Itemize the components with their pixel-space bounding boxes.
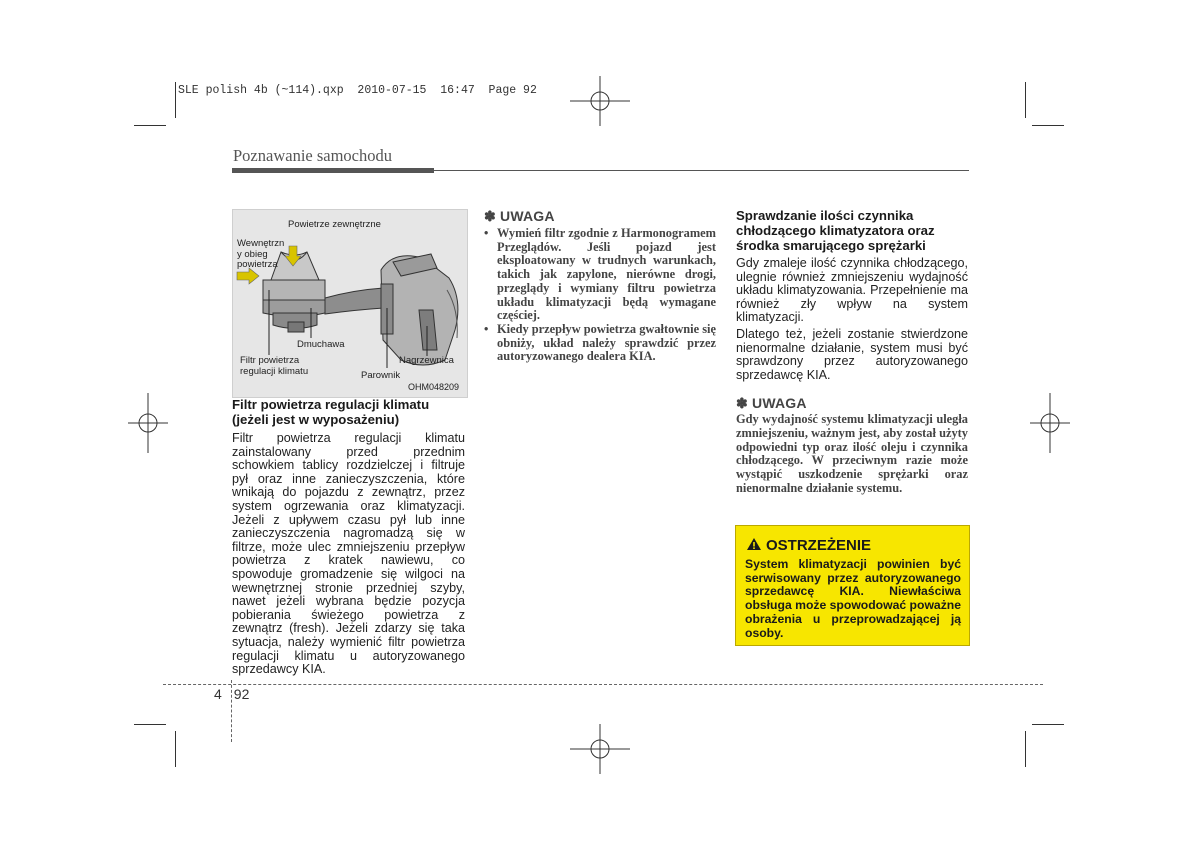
section-heading-refrigerant: Sprawdzanie ilości czynnika chłodzącego klimatyzatora oraz środka smarującego sprężarki: [736, 208, 935, 253]
note-bullet: • Wymień filtr zgodnie z Harmonogramem Przeglądów. Jeśli pojazd jest eksploatowany w trudnych warunkach, takich jak zapylone, nierówne drogi, przeglądy i wymiany filtru powietrza układu klimatyzacji będą wymagane częściej.: [484, 227, 716, 323]
filter-body-text: Filtr powietrza regulacji klimatu zainstalowany przed przednim schowkiem tablicy rozdzielczej i filtruje pył oraz inne zanieczyszczenia, które wnikają do pojazdu z zewnątrz, przez system ogrzewania oraz klimatyzacji. Jeżeli z upływem czasu pył lub inne zanieczyszczenia nagromadzą się w filtrze, może ulec zmniejszeniu przepływ powietrza z kratek nawiewu, co spowoduje gromadzenie się wilgoci na wewnętrznej stronie przedniej szyby, nawet jeżeli wybrana będzie pozycja pobierania świeżego powietrza z zewnątrz (fresh). Jeżeli zdarzy się taka sytuacja, należy wymienić filtr powietrza regulacji klimatu u autoryzowanego sprzedawcy KIA.: [232, 431, 465, 677]
label-filter: Filtr powietrza regulacji klimatu: [240, 355, 309, 377]
warning-triangle-icon: [746, 537, 762, 551]
air-filter-diagram: [232, 209, 468, 398]
note-body: [484, 227, 716, 364]
figure-code: OHM048209: [408, 382, 460, 392]
crop-mark: [1032, 125, 1064, 126]
page-number-value: 92: [233, 686, 250, 702]
left-column: [232, 397, 465, 677]
print-slug: SLE polish 4b (~114).qxp 2010-07-15 16:47 Page 92: [178, 84, 537, 97]
label-outside-air: Powietrze zewnętrzne: [288, 219, 381, 230]
note-title-uwaga: ✽ UWAGA: [484, 208, 555, 224]
header-rule-thin: [434, 170, 969, 171]
footer-dashed-rule: [163, 684, 1043, 685]
crop-mark: [1025, 82, 1026, 118]
warning-box: [735, 525, 970, 646]
refrigerant-para-2: Dlatego też, jeżeli zostanie stwierdzone nienormalne działanie, system musi być sprawdzony przez autoryzowanego sprzedawcę KIA.: [736, 326, 968, 382]
middle-column: [484, 208, 716, 364]
crop-mark: [175, 731, 176, 767]
label-heater: Nagrzewnica: [399, 355, 454, 366]
crop-mark: [134, 125, 166, 126]
refrigerant-para-1: Gdy zmaleje ilość czynnika chłodzącego, ulegnie również zmniejszeniu wydajność układu klimatyzowania. Przepełnienie ma również zły wpływ na system klimatyzacji.: [736, 256, 968, 325]
crop-mark: [1025, 731, 1026, 767]
registration-mark-bottom: [570, 724, 630, 774]
warning-title-text: OSTRZEŻENIE: [766, 537, 872, 554]
right-column: [736, 208, 968, 496]
registration-mark-top: [570, 76, 630, 126]
label-recirculation: Wewnętrzn y obieg powietrza: [237, 238, 285, 270]
crop-mark: [1032, 724, 1064, 725]
note-bullet: • Kiedy przepływ powietrza gwałtownie się obniży, układ należy sprawdzić przez autoryzowanego dealera KIA.: [484, 323, 716, 364]
section-number: 4: [214, 686, 222, 702]
crop-mark: [175, 82, 176, 118]
page-number: [214, 686, 249, 702]
header-rule-thick: [232, 168, 434, 173]
label-blower: Dmuchawa: [297, 339, 345, 350]
warning-text: System klimatyzacji powinien być serwisowany przez autoryzowanego sprzedawcę KIA. Niewłaściwa obsługa może spowodować poważne obrażenia u przeprowadzającej ją osoby.: [745, 557, 962, 640]
crop-mark: [134, 724, 166, 725]
note-bullet-list: [484, 227, 716, 364]
label-evaporator: Parownik: [361, 370, 401, 381]
note-title-uwaga-2: ✽ UWAGA: [736, 395, 807, 412]
registration-mark-left: [128, 393, 168, 453]
warning-title: [746, 537, 871, 554]
registration-mark-right: [1030, 393, 1070, 453]
note-body-2: Gdy wydajność systemu klimatyzacji uległa zmniejszeniu, ważnym jest, aby został użyty odpowiedni typ oraz ilość oleju i czynnika chłodzącego. W przeciwnym razie może wystąpić uszkodzenie sprężarki oraz nienormalne działanie systemu.: [736, 412, 968, 495]
section-heading-filter: Filtr powietrza regulacji klimatu (jeżeli jest w wyposażeniu): [232, 397, 430, 427]
page-header-title: Poznawanie samochodu: [233, 146, 392, 165]
